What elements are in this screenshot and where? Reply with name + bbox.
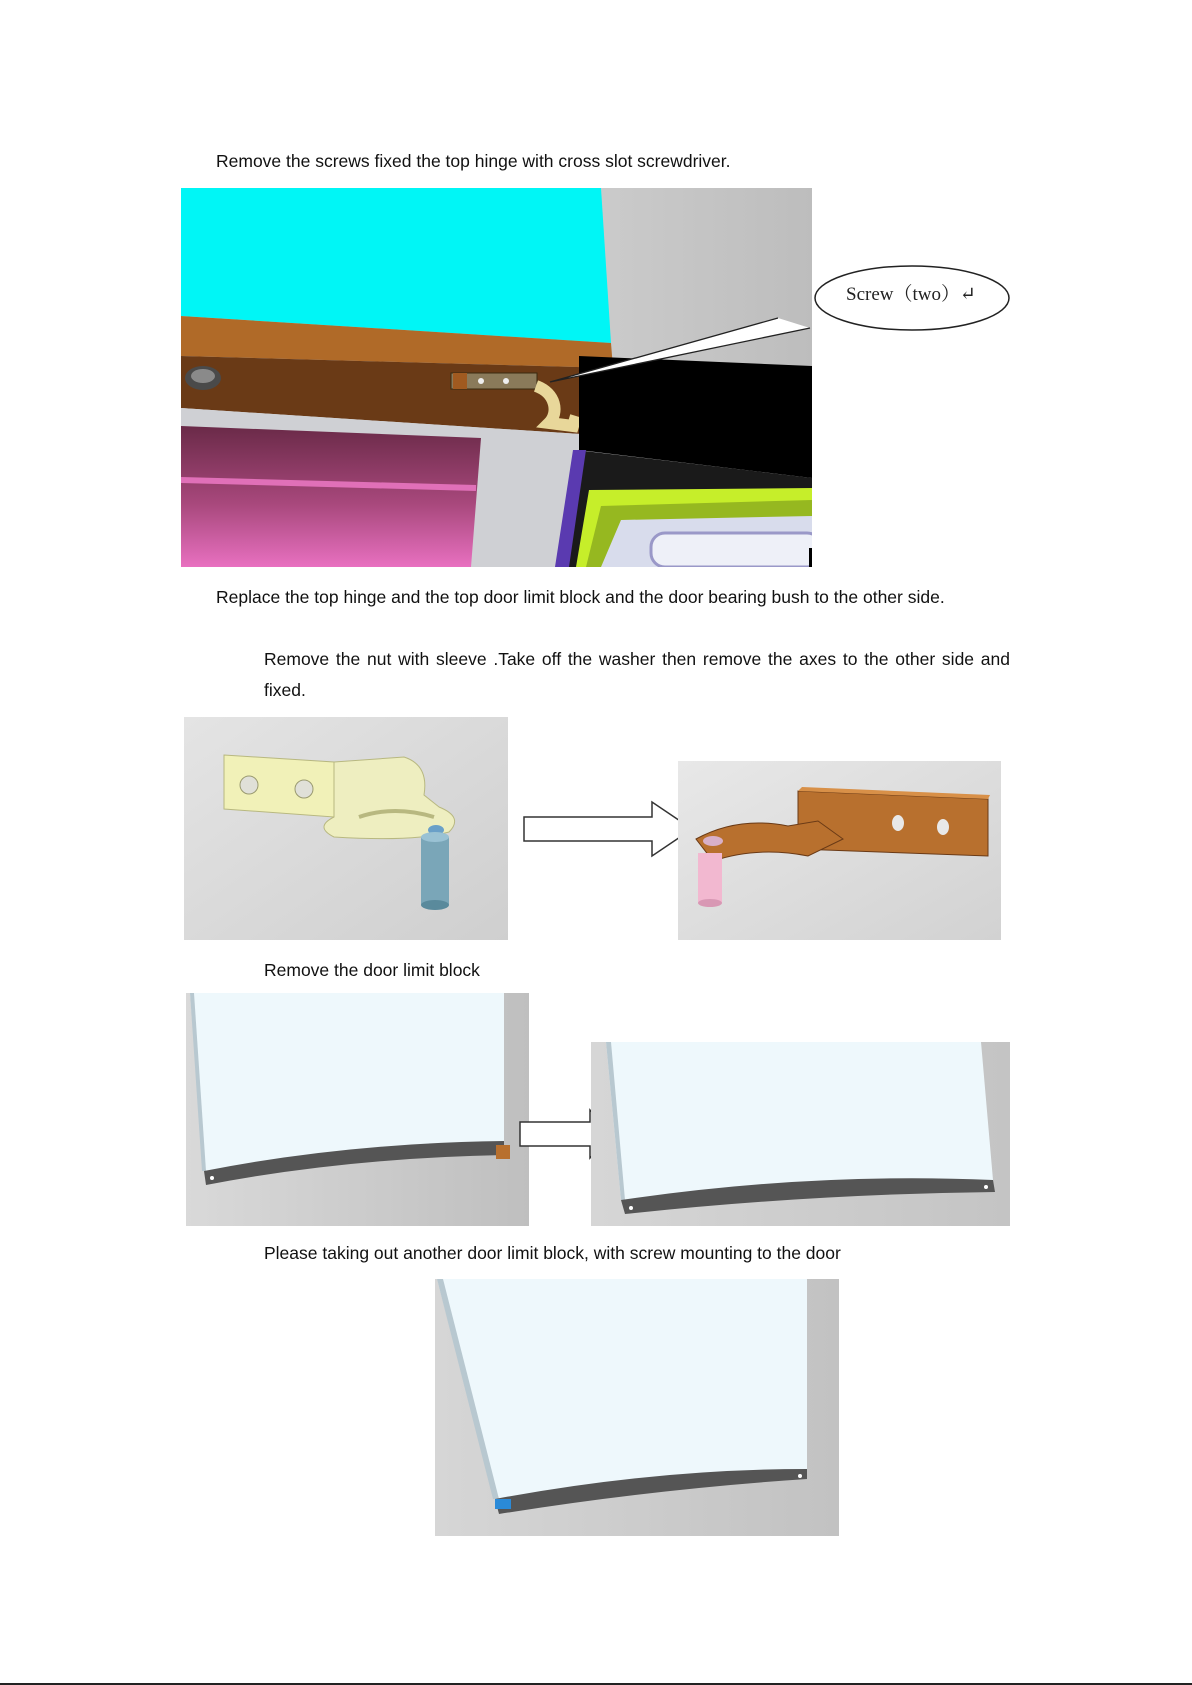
callout-screw xyxy=(540,262,1010,382)
step-2a-text: Remove the nut with sleeve .Take off the washer then remove the axes to the other side and fixed. xyxy=(264,649,1010,700)
figure-door-limit-mounted xyxy=(435,1279,839,1536)
step-2b-text: Remove the door limit block xyxy=(264,960,480,980)
callout-label: Screw（two）↵ xyxy=(846,284,976,305)
figure-hinge-right xyxy=(678,761,1001,940)
figure-hinge-left xyxy=(184,717,508,940)
figure-door-limit-right xyxy=(591,1042,1010,1226)
figure-door-limit-left xyxy=(186,993,529,1226)
figure-swap-arrow-1 xyxy=(522,800,694,858)
step-2-text: Replace the top hinge and the top door limit block and the door bearing bush to the other side. xyxy=(216,587,945,607)
step-2c-text: Please taking out another door limit block, with screw mounting to the door xyxy=(264,1243,841,1263)
step-1-text: Remove the screws fixed the top hinge with cross slot screwdriver. xyxy=(216,151,731,171)
